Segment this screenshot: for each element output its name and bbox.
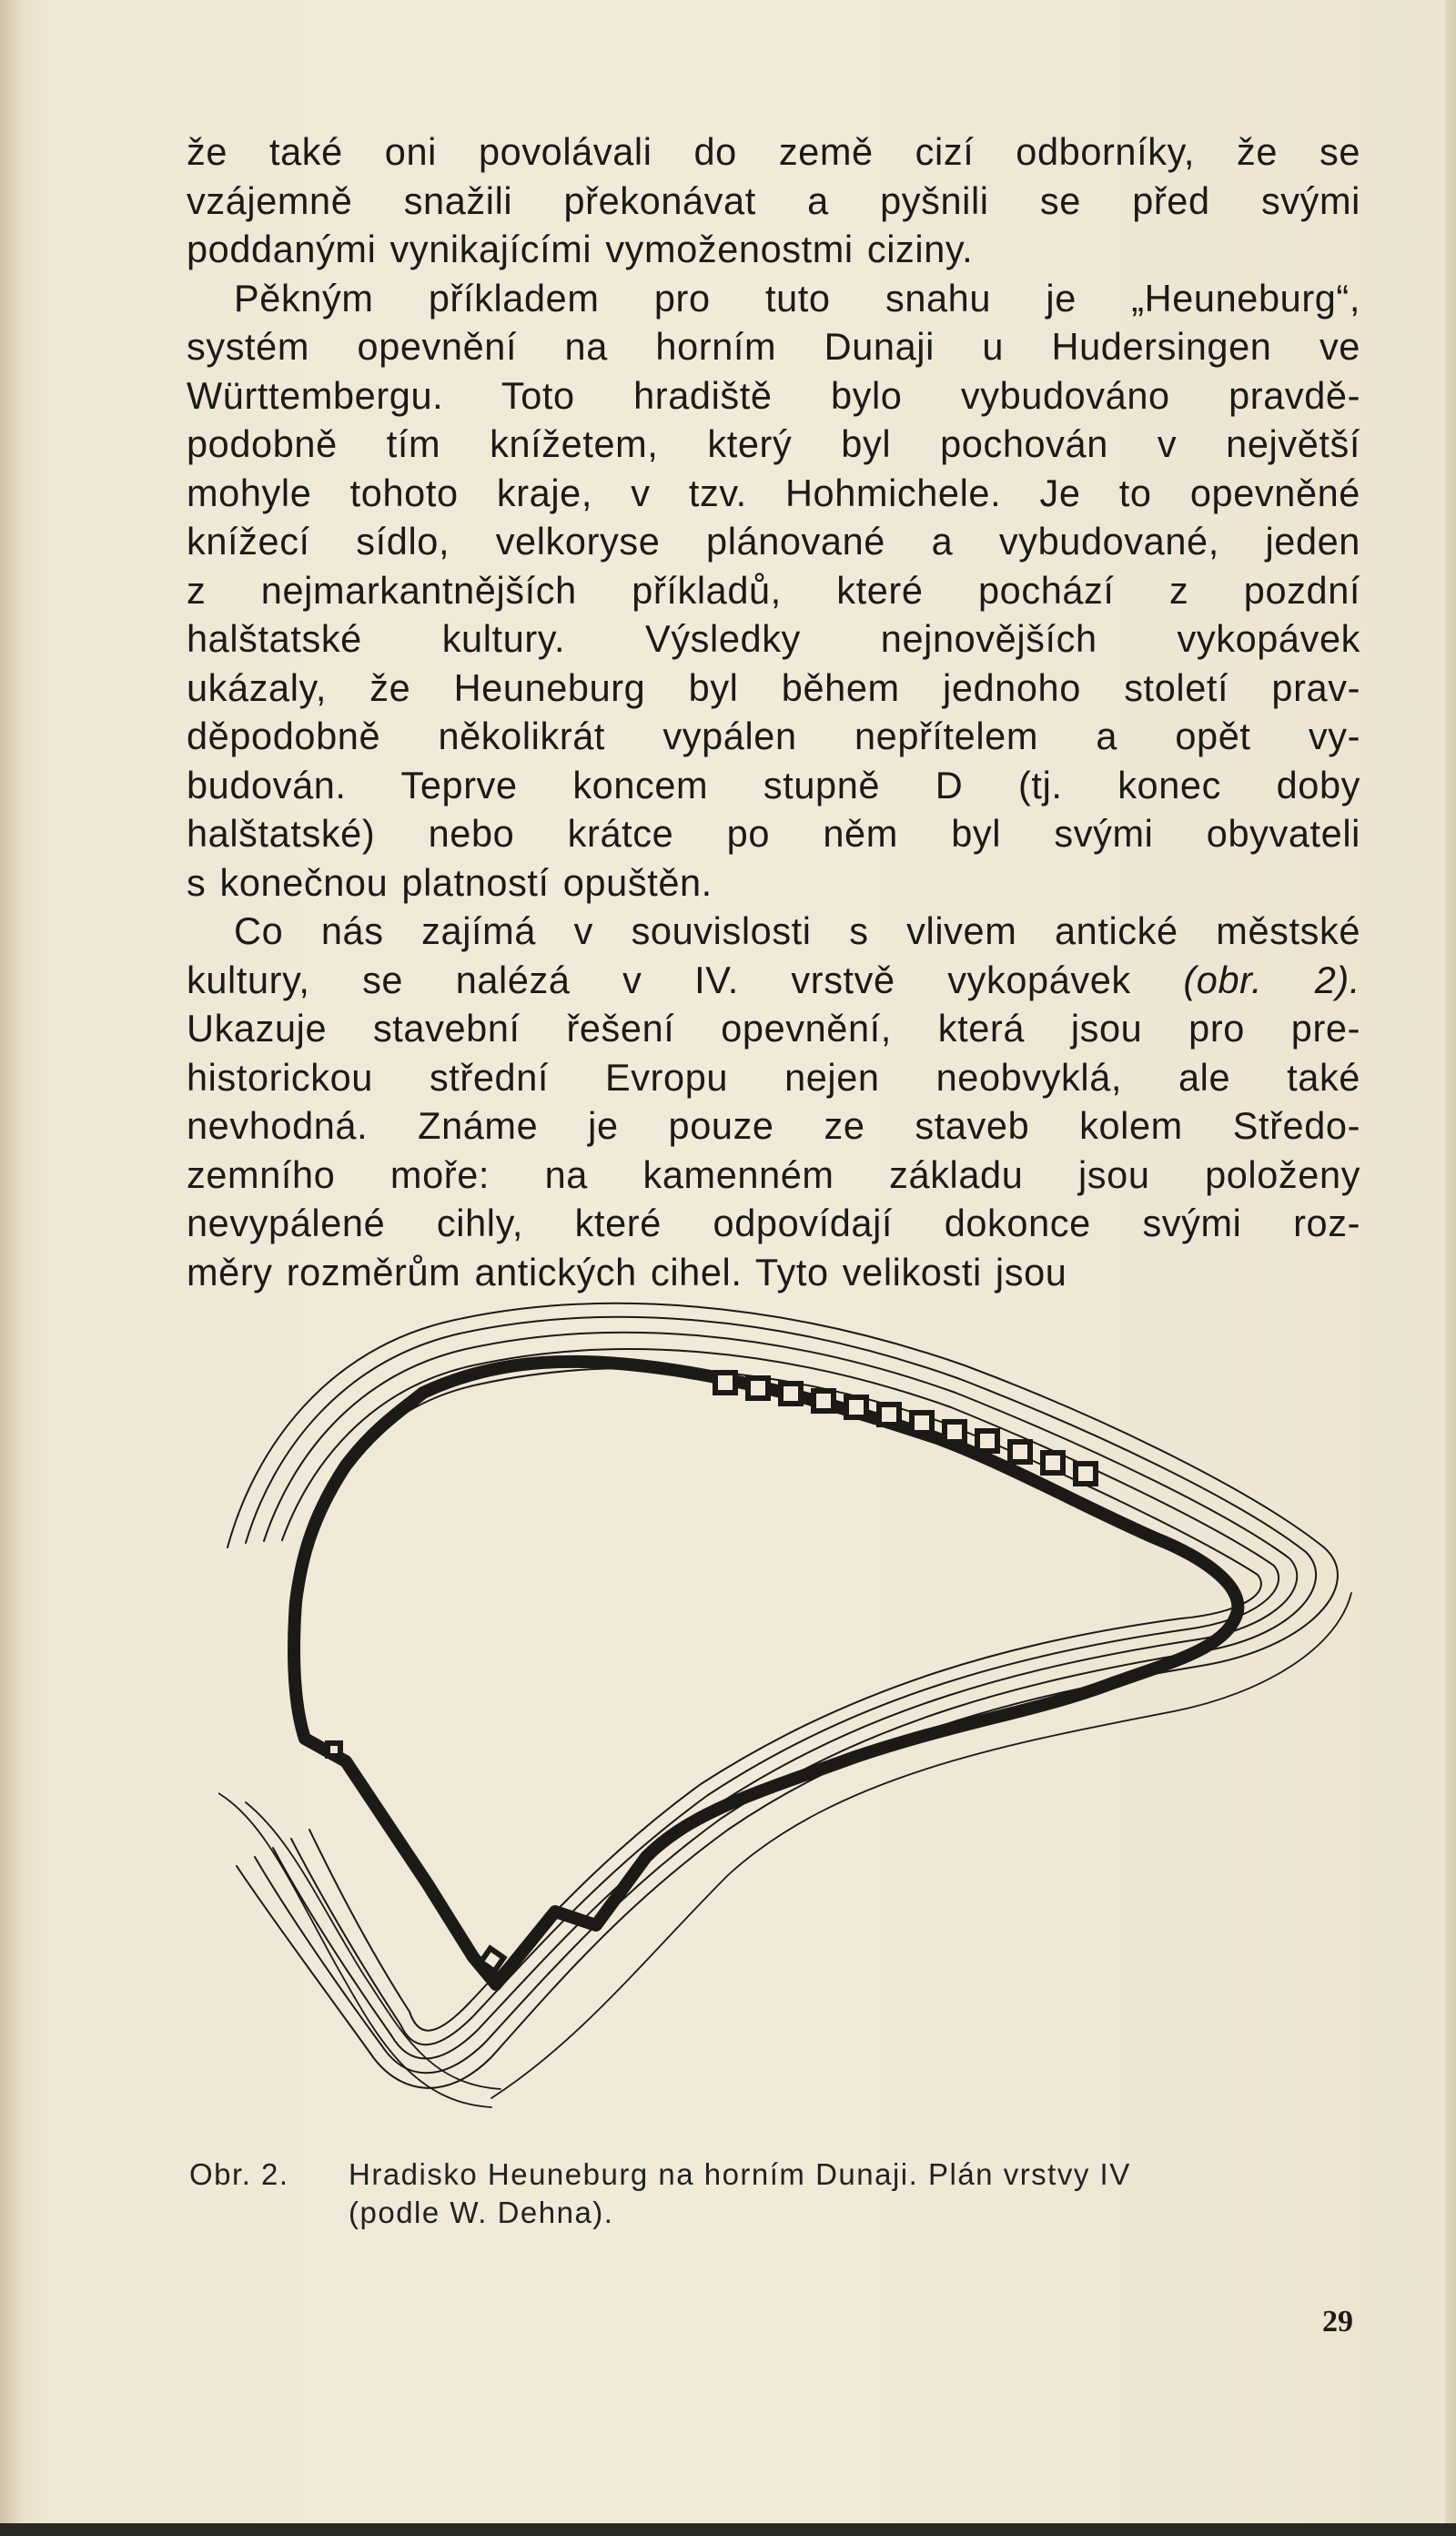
bastion [1076, 1464, 1096, 1484]
text-line: Württembergu. Toto hradiště bylo vybudováno pravdě- [187, 373, 1360, 417]
text-line: poddanými vynikajícími vymoženostmi ciziny. [187, 228, 974, 270]
text-line: halštatské kultury. Výsledky nejnovějších vykopávek [187, 617, 1360, 660]
text-line: zemního moře: na kamenném základu jsou položeny [187, 1152, 1360, 1196]
bastion [748, 1378, 768, 1398]
text-line: vzájemně snažili překonávat a pyšnili se před svými [187, 178, 1360, 222]
bastion [846, 1397, 866, 1417]
caption-label: Obr. 2. [189, 2157, 289, 2191]
text-line: s konečnou platností opuštěn. [187, 860, 713, 904]
body-text [187, 127, 1360, 1296]
bastion [912, 1413, 932, 1433]
bastion [814, 1391, 834, 1411]
text-line: halštatské) nebo krátce po něm byl svými obyvateli [187, 812, 1360, 855]
bastion [977, 1431, 997, 1451]
bastion [715, 1373, 735, 1393]
contour-line [218, 1793, 491, 2107]
text-line: podobně tím knížetem, který byl pochován v největší [187, 422, 1360, 465]
text-line: děpodobně několikrát vypálen nepřítelem a opět vy- [187, 715, 1360, 757]
paragraph [187, 274, 1360, 908]
caption-line-1: Hradisko Heuneburg na horním Dunaji. Plán vrstvy IV [349, 2157, 1131, 2191]
figure-reference: (obr. 2). [1183, 958, 1360, 1001]
page-edge [1445, 0, 1456, 2536]
text-line: z nejmarkantnějších příkladů, které pochází z pozdní [187, 568, 1360, 612]
paragraph [187, 907, 1360, 1296]
page-bottom-edge [0, 2523, 1456, 2536]
text-line: Co nás zajímá v souvislosti s vlivem antické městské [234, 909, 1360, 952]
contour-line [282, 1349, 1279, 2044]
fortification-wall [294, 1362, 1238, 1984]
text-line: nevypálené cihly, které odpovídají dokonce svými roz- [187, 1202, 1360, 1244]
text-line: Ukazuje stavební řešení opevnění, která jsou pro pre- [187, 1007, 1360, 1050]
text-line: knížecí sídlo, velkoryse plánované a vybudované, jeden [187, 520, 1360, 563]
bastion [879, 1405, 899, 1425]
text-line: historickou střední Evropu nejen neobvyklá, ale také [187, 1055, 1360, 1099]
text-line: systém opevnění na horním Dunaji u Hudersingen ve [187, 325, 1360, 368]
page-number: 29 [1322, 2305, 1353, 2338]
contour-line [491, 1593, 1351, 2098]
text-line: budován. Teprve koncem stupně D (tj. konec doby [187, 763, 1360, 806]
bastion [1010, 1442, 1030, 1462]
text-line: nevhodná. Známe je pouze ze staveb kolem Středo- [187, 1104, 1360, 1147]
paragraph [187, 127, 1360, 274]
contour-line [246, 1317, 1316, 2073]
bastion [945, 1422, 965, 1442]
text-line: mohyle tohoto kraje, v tzv. Hohmichele. Je to opevněné [187, 471, 1360, 514]
spine-shadow [0, 0, 24, 2536]
contour-line [305, 1368, 1261, 2031]
bastion [781, 1384, 801, 1404]
bastion [1043, 1453, 1063, 1473]
caption-line-2: (podle W. Dehna). [349, 2196, 614, 2229]
text-line: že také oni povolávali do země cizí odborníky, že se [187, 130, 1360, 173]
figure-caption [189, 2156, 1363, 2232]
text-line: Pěkným příkladem pro tuto snahu je „Heuneburg“, [234, 276, 1360, 320]
text-line: měry rozměrům antických cihel. Tyto velikosti jsou [187, 1250, 1067, 1293]
text-line: ukázaly, že Heuneburg byl během jednoho století prav- [187, 665, 1360, 709]
wall-tower [328, 1743, 340, 1756]
heuneburg-plan-figure [218, 1283, 1356, 2121]
text-line: kultury, se nalézá v IV. vrstvě vykopávek (obr. 2). [187, 958, 1360, 1001]
